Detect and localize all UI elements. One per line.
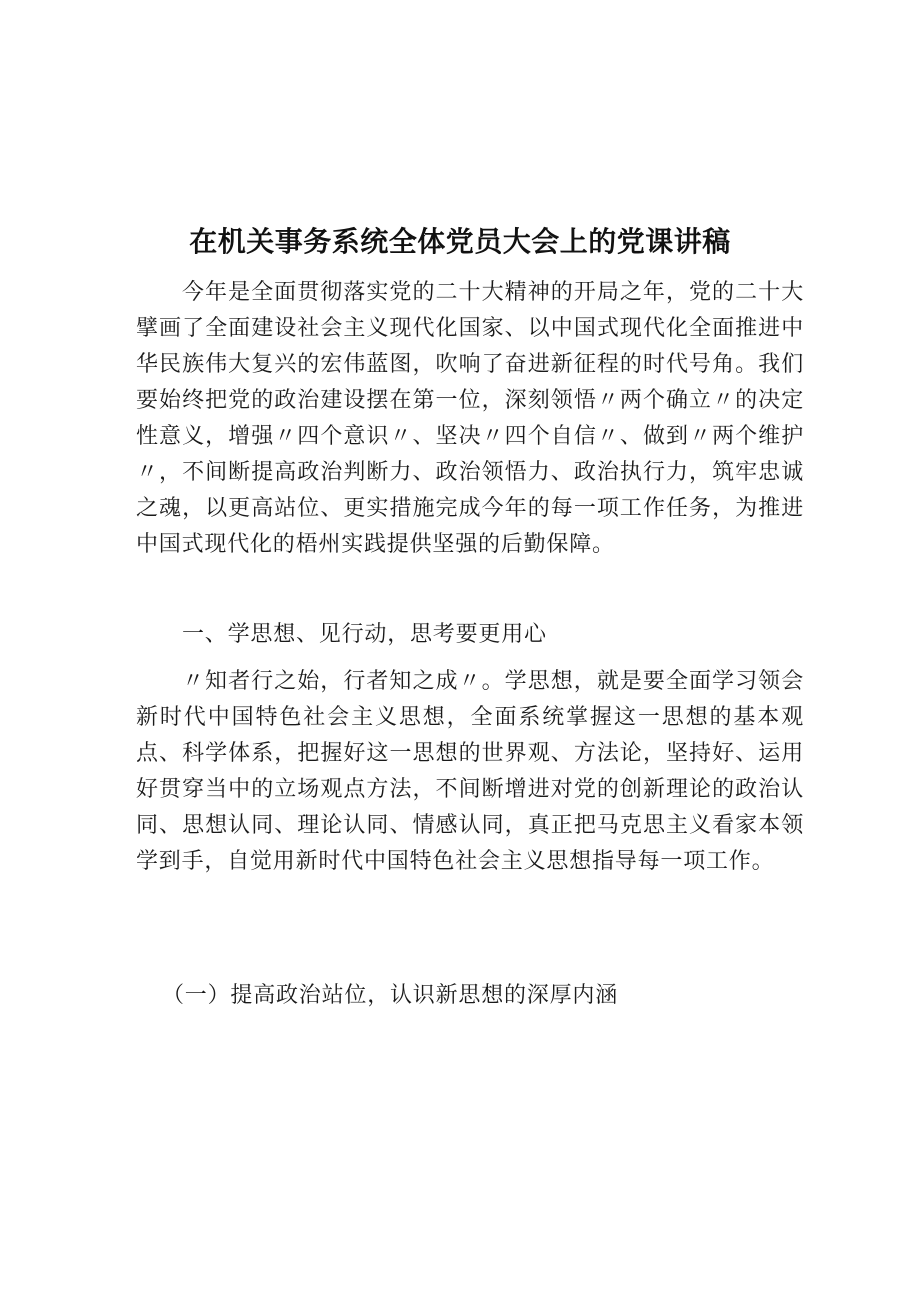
section-paragraph: 〃知者行之始，行者知之成〃。学思想，就是要全面学习领会新时代中国特色社会主义思想，全面系统掌握这一思想的基本观点、科学体系，把握好这一思想的世界观、方法论，坚持好、运用好贯穿当中的立场观点方法，不间断增进对党的创新理论的政治认同、思想认同、理论认同、情感认同，真正把马克思主义看家本领学到手，自觉用新时代中国特色社会主义思想指导每一项工作。: [136, 669, 804, 874]
document-title: 在机关事务系统全体党员大会上的党课讲稿: [189, 225, 731, 258]
section-heading: 一、学思想、见行动，思考要更用心: [182, 622, 547, 647]
subsection-heading: （一）提高政治站位，认识新思想的深厚内涵: [162, 983, 619, 1008]
intro-paragraph: 今年是全面贯彻落实党的二十大精神的开局之年，党的二十大擘画了全面建设社会主义现代化国家、以中国式现代化全面推进中华民族伟大复兴的宏伟蓝图，吹响了奋进新征程的时代号角。我们要始终把党的政治建设摆在第一位，深刻领悟〃两个确立〃的决定性意义，增强〃四个意识〃、坚决〃四个自信〃、做到〃两个维护〃，不间断提高政治判断力、政治领悟力、政治执行力，筑牢忠诚之魂，以更高站位、更实措施完成今年的每一项工作任务，为推进中国式现代化的梧州实践提供坚强的后勤保障。: [136, 280, 804, 557]
